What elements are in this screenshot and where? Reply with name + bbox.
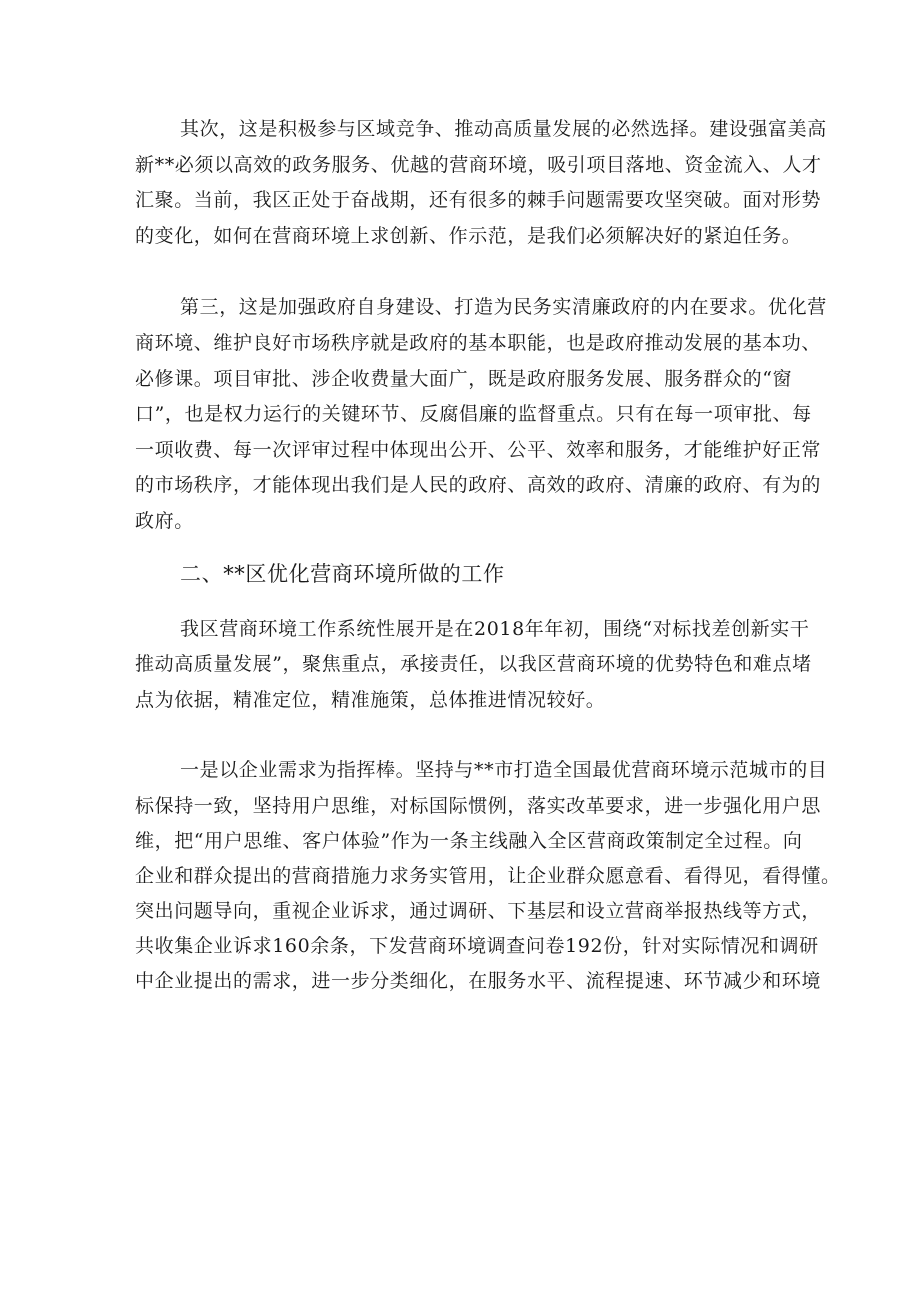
paragraph-line: 商环境、维护良好市场秩序就是政府的基本职能，也是政府推动发展的基本功、 [135, 332, 822, 354]
paragraph-line: 必修课。项目审批、涉企收费量大面广，既是政府服务发展、服务群众的“窗 [135, 368, 793, 390]
paragraph-line: 口”，也是权力运行的关键环节、反腐倡廉的监督重点。只有在每一项审批、每 [135, 403, 812, 425]
paragraph-line: 一是以企业需求为指挥棒。坚持与**市打造全国最优营商环境示范城市的目 [180, 759, 828, 781]
paragraph-line: 一项收费、每一次评审过程中体现出公开、公平、效率和服务，才能维护好正常 [135, 439, 822, 461]
paragraph-line: 推动高质量发展”，聚焦重点，承接责任，以我区营商环境的优势特色和难点堵 [135, 653, 812, 675]
paragraph-line: 的变化，如何在营商环境上求创新、作示范，是我们必须解决好的紧迫任务。 [135, 225, 802, 247]
paragraph-line: 其次，这是积极参与区域竞争、推动高质量发展的必然选择。建设强富美高 [180, 118, 827, 140]
paragraph-line: 第三，这是加强政府自身建设、打造为民务实清廉政府的内在要求。优化营 [180, 296, 827, 318]
paragraph-line: 的市场秩序，才能体现出我们是人民的政府、高效的政府、清廉的政府、有为的 [135, 474, 822, 496]
paragraph-line: 政府。 [135, 510, 194, 532]
paragraph-line: 我区营商环境工作系统性展开是在2018年年初，围绕“对标找差创新实干 [180, 618, 810, 640]
section-heading: 二、**区优化营商环境所做的工作 [180, 562, 505, 586]
paragraph-line: 共收集企业诉求160余条，下发营商环境调查问卷192份，针对实际情况和调研 [135, 935, 819, 957]
paragraph-line: 标保持一致，坚持用户思维，对标国际惯例，落实改革要求，进一步强化用户思 [135, 795, 822, 817]
paragraph-line: 企业和群众提出的营商措施力求务实管用，让企业群众愿意看、看得见，看得懂。 [135, 865, 841, 887]
paragraph-line: 汇聚。当前，我区正处于奋战期，还有很多的棘手问题需要攻坚突破。面对形势 [135, 189, 822, 211]
paragraph-line: 点为依据，精准定位，精准施策，总体推进情况较好。 [135, 689, 606, 711]
paragraph-line: 突出问题导向，重视企业诉求，通过调研、下基层和设立营商举报热线等方式， [135, 900, 822, 922]
paragraph-line: 维，把“用户思维、客户体验”作为一条主线融入全区营商政策制定全过程。向 [135, 830, 803, 852]
paragraph-line: 新**必须以高效的政务服务、优越的营商环境，吸引项目落地、资金流入、人才 [135, 154, 822, 176]
paragraph-line: 中企业提出的需求，进一步分类细化，在服务水平、流程提速、环节减少和环境 [135, 970, 822, 992]
